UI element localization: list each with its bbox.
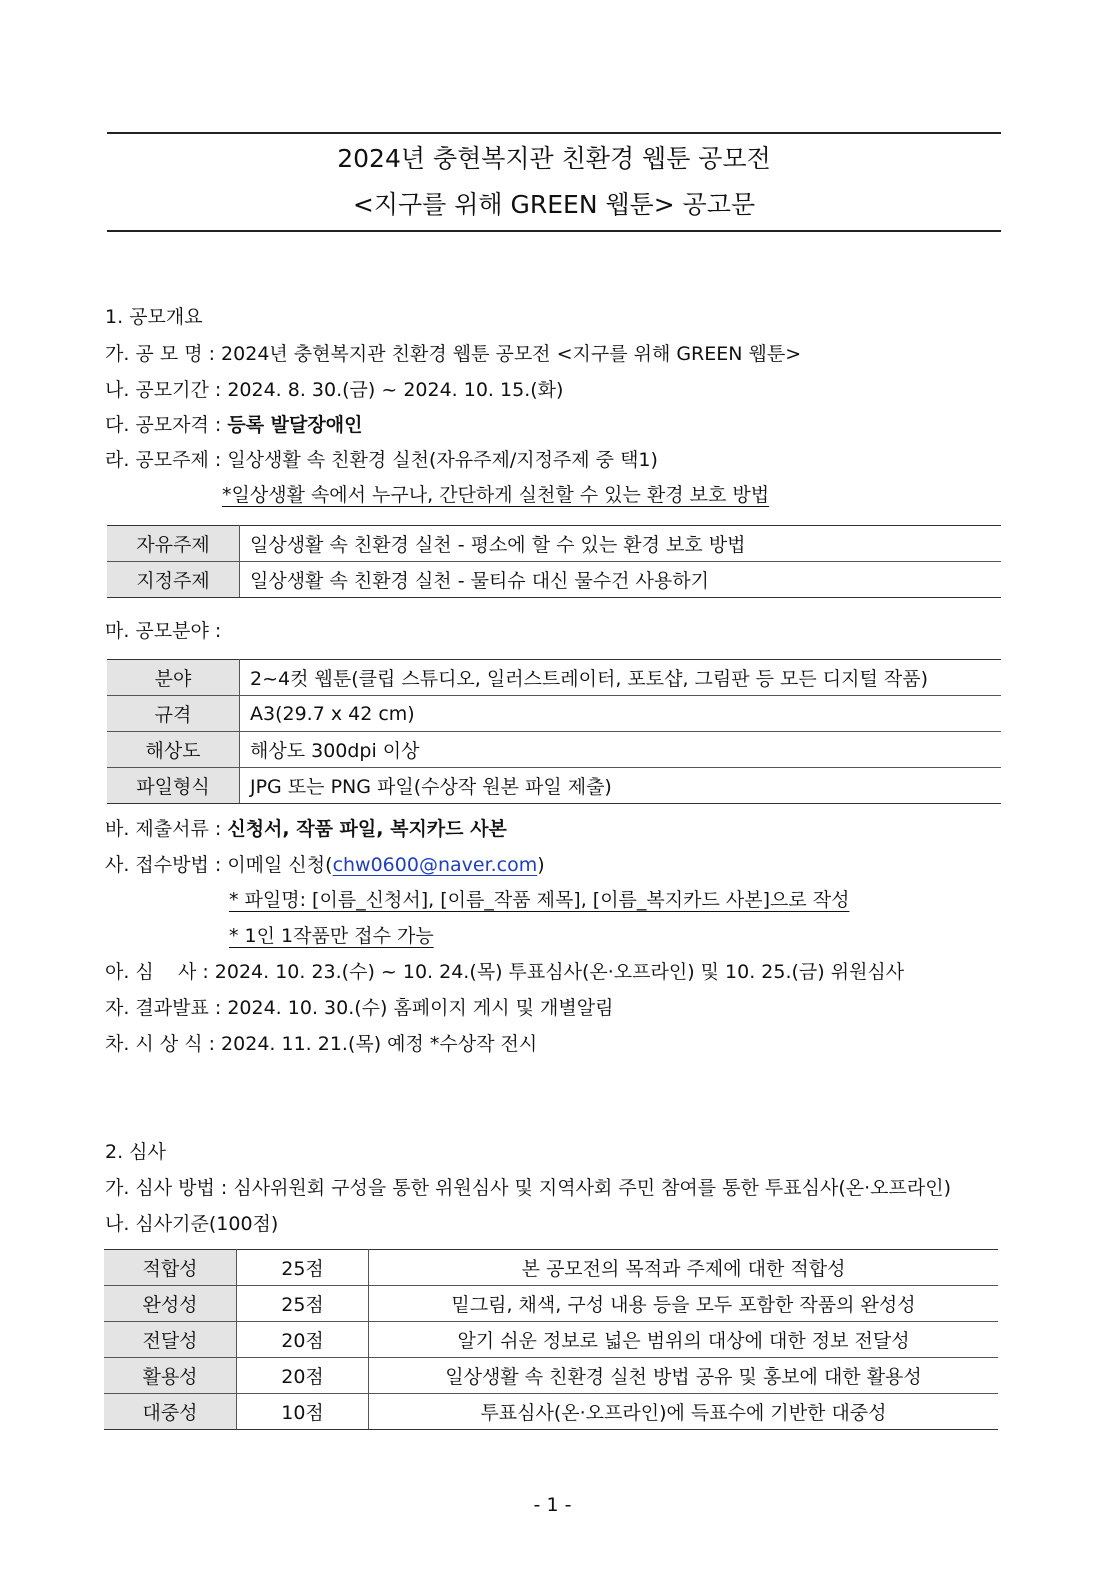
criteria-desc: 일상생활 속 친환경 실천 방법 공유 및 홍보에 대한 활용성 (369, 1358, 999, 1394)
documents-value: 신청서, 작품 파일, 복지카드 사본 (227, 818, 507, 840)
table-row (107, 526, 1001, 562)
section2-heading: 2. 심사 (105, 1141, 166, 1163)
judging-schedule: 아. 심 사 : 2024. 10. 23.(수) ~ 10. 24.(목) 투표심사(온·오프라인) 및 10. 25.(금) 위원심사 (105, 961, 905, 983)
method-note-limit: * 1인 1작품만 접수 가능 (229, 925, 434, 947)
table-row (107, 732, 1001, 768)
criteria-desc: 투표심사(온·오프라인)에 득표수에 기반한 대중성 (369, 1394, 999, 1430)
table-row (104, 1286, 998, 1322)
criteria-desc: 밑그림, 채색, 구성 내용 등을 모두 포함한 작품의 완성성 (369, 1286, 999, 1322)
field-key: 해상도 (107, 732, 240, 768)
criteria-score: 20점 (237, 1322, 369, 1358)
page-number: - 1 - (533, 1494, 572, 1516)
criteria-label: 나. 심사기준(100점) (105, 1213, 279, 1235)
title-line-1: 2024년 충현복지관 친환경 웹툰 공모전 (337, 144, 771, 173)
method-label: 사. 접수방법 : 이메일 신청( (105, 854, 333, 876)
criteria-score: 20점 (237, 1358, 369, 1394)
criteria-name: 활용성 (104, 1358, 237, 1394)
submission-method (105, 851, 545, 879)
submission-documents (105, 815, 507, 843)
judging-method: 가. 심사 방법 : 심사위원회 구성을 통한 위원심사 및 지역사회 주민 참여를 통한 투표심사(온·오프라인) (105, 1177, 951, 1199)
table-row (104, 1322, 998, 1358)
theme-table (107, 525, 1001, 598)
criteria-name: 전달성 (104, 1322, 237, 1358)
theme-value: 일상생활 속 친환경 실천 - 평소에 할 수 있는 환경 보호 방법 (240, 526, 1002, 562)
contest-name: 가. 공 모 명 : 2024년 충현복지관 친환경 웹툰 공모전 <지구를 위해 GREEN 웹툰> (105, 343, 802, 365)
theme-value: 일상생활 속 친환경 실천 - 물티슈 대신 물수건 사용하기 (240, 562, 1002, 598)
qualification-value: 등록 발달장애인 (227, 414, 363, 436)
table-row (107, 660, 1001, 696)
email-link[interactable]: chw0600@naver.com (332, 854, 538, 876)
section1-heading: 1. 공모개요 (105, 306, 203, 328)
field-value: JPG 또는 PNG 파일(수상작 원본 파일 제출) (240, 768, 1002, 804)
table-row (107, 768, 1001, 804)
table-row (107, 696, 1001, 732)
criteria-desc: 알기 쉬운 정보로 넓은 범위의 대상에 대한 정보 전달성 (369, 1322, 999, 1358)
contest-qualification (105, 411, 362, 439)
criteria-score: 10점 (237, 1394, 369, 1430)
results-announcement: 자. 결과발표 : 2024. 10. 30.(수) 홈페이지 게시 및 개별알림 (105, 997, 614, 1019)
criteria-name: 완성성 (104, 1286, 237, 1322)
field-value: 해상도 300dpi 이상 (240, 732, 1002, 768)
criteria-name: 대중성 (104, 1394, 237, 1430)
table-row (104, 1394, 998, 1430)
table-row (104, 1358, 998, 1394)
field-key: 파일형식 (107, 768, 240, 804)
contest-theme: 라. 공모주제 : 일상생활 속 친환경 실천(자유주제/지정주제 중 택1) (105, 449, 658, 471)
field-value: 2~4컷 웹툰(클립 스튜디오, 일러스트레이터, 포토샵, 그림판 등 모든 디지털 작품) (240, 660, 1002, 696)
theme-key: 자유주제 (107, 526, 240, 562)
table-row (104, 1250, 998, 1286)
theme-key: 지정주제 (107, 562, 240, 598)
contest-period: 나. 공모기간 : 2024. 8. 30.(금) ~ 2024. 10. 15.(화) (105, 379, 564, 401)
method-close: ) (537, 854, 545, 876)
criteria-score: 25점 (237, 1250, 369, 1286)
criteria-table (104, 1249, 998, 1430)
qualification-label: 다. 공모자격 : (105, 414, 228, 436)
title-line-2: <지구를 위해 GREEN 웹툰> 공고문 (352, 190, 756, 219)
documents-label: 바. 제출서류 : (105, 818, 228, 840)
method-note-filename: * 파일명: [이름_신청서], [이름_작품 제목], [이름_복지카드 사본]으로 작성 (229, 889, 850, 911)
field-label: 마. 공모분야 : (105, 620, 222, 642)
theme-note: *일상생활 속에서 누구나, 간단하게 실천할 수 있는 환경 보호 방법 (222, 484, 770, 506)
field-value: A3(29.7 x 42 cm) (240, 696, 1002, 732)
criteria-score: 25점 (237, 1286, 369, 1322)
field-key: 규격 (107, 696, 240, 732)
table-row (107, 562, 1001, 598)
award-ceremony: 차. 시 상 식 : 2024. 11. 21.(목) 예정 *수상작 전시 (105, 1033, 538, 1055)
field-table (107, 659, 1001, 804)
criteria-name: 적합성 (104, 1250, 237, 1286)
criteria-desc: 본 공모전의 목적과 주제에 대한 적합성 (369, 1250, 999, 1286)
title-block (107, 132, 1001, 232)
field-key: 분야 (107, 660, 240, 696)
